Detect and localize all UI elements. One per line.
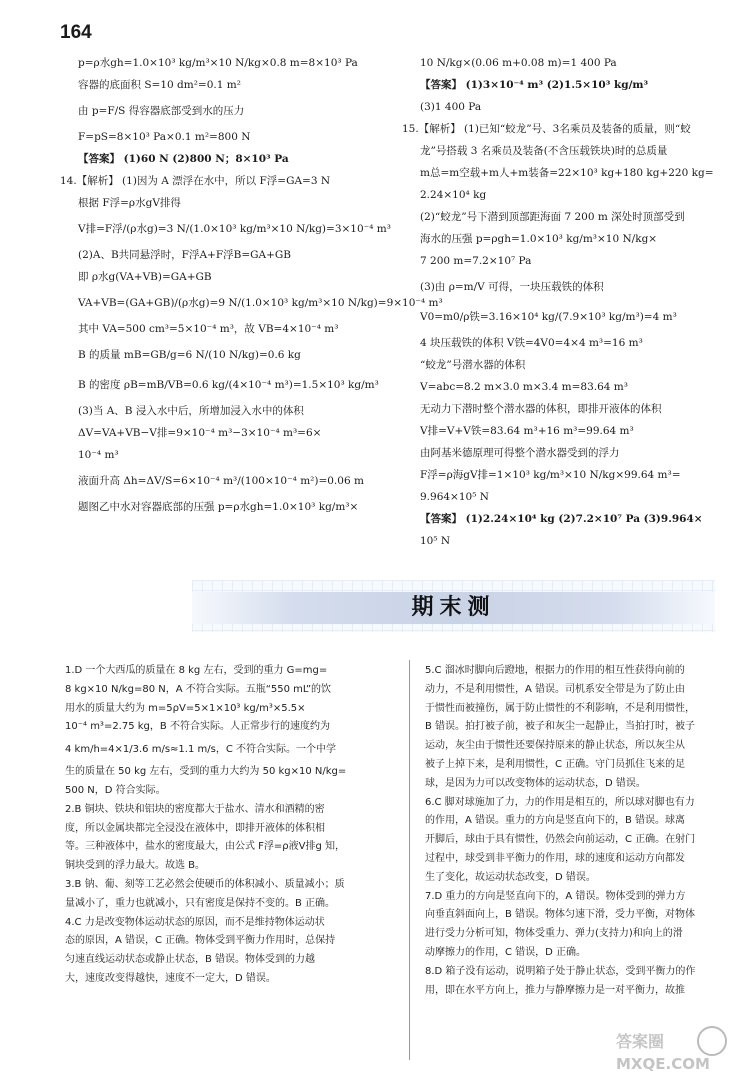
answer-item: 8 kg×10 N/kg=80 N，A 不符合实际。五瓶“550 mL”的饮 (65, 683, 332, 695)
answer-item: 用水的质量大约为 m=5ρV=5×1×10³ kg/m³×5.5× (65, 702, 306, 714)
answer-item: 等。三种液体中，盐水的密度最大，由公式 F浮=ρ液V排g 知， (65, 841, 346, 853)
answer-item: 过程中，球受到非平衡力的作用，球的速度和运动方向都发 (425, 852, 685, 864)
answer-item: 3.B 钠、葡、刻等工艺必然会使硬币的体积减小、质量减小；质 (65, 878, 345, 890)
text-line: 其中 VA=500 cm³=5×10⁻⁴ m³，故 VB=4×10⁻⁴ m³ (78, 323, 339, 335)
text-line: 10 N/kg×(0.06 m+0.08 m)=1 400 Pa (420, 57, 617, 69)
svg-text:MXQE.COM: MXQE.COM (616, 1055, 710, 1073)
answer-item: 1.D 一个大西瓜的质量在 8 kg 左右，受到的重力 G=mg= (65, 665, 328, 676)
text-line: F浮=ρ海gV排=1×10³ kg/m³×10 N/kg×99.64 m³= (420, 469, 681, 481)
formula-line: B 的密度 ρB=mB/VB=0.6 kg/(4×10⁻⁴ m³)=1.5×10³ kg/m³ (78, 379, 379, 391)
answer-item: 4.C 力是改变物体运动状态的原因，而不是维持物体运动状 (65, 916, 325, 928)
text-line: 9.964×10⁵ N (420, 491, 489, 503)
formula-line: VA+VB=(GA+GB)/(ρ水g)=9 N/(1.0×10³ kg/m³×10 N/kg)=9×10⁻⁴ m³ (78, 297, 443, 309)
answer-line: 【答案】 (1)2.24×10⁴ kg (2)7.2×10⁷ Pa (3)9.964× (420, 513, 703, 525)
answer-item: 动力，不是利用惯性，A 错误。司机系安全带是为了防止由 (425, 683, 686, 695)
answer-item: 匀速直线运动状态或静止状态，B 错误。物体受到的力越 (65, 954, 316, 966)
answer-item: 2.B 铜块、铁块和铝块的密度都大于盐水、清水和酒精的密 (65, 803, 325, 815)
right-column (402, 52, 720, 552)
answer-line: 10⁵ N (420, 535, 451, 547)
left-column (60, 52, 443, 518)
text-line: m总=m空载+m人+m装备=22×10³ kg+180 kg+220 kg= (420, 167, 714, 179)
text-line: 2.24×10⁴ kg (420, 189, 487, 201)
bottom-left-column (65, 662, 400, 989)
text-line: 海水的压强 p=ρgh=1.0×10³ kg/m³×10 N/kg× (420, 233, 658, 245)
text-line: 容器的底面积 S=10 dm²=0.1 m² (78, 79, 241, 91)
column-divider (409, 660, 410, 1060)
answer-item: 球，是因为力可以改变物体的运动状态，D 错误。 (425, 777, 646, 789)
answer-item: 500 N，D 符合实际。 (65, 784, 166, 796)
formula-line: 液面升高 Δh=ΔV/S=6×10⁻⁴ m³/(100×10⁻⁴ m²)=0.06 m (78, 475, 364, 487)
answer-item: 度，所以金属块都完全浸没在液体中，即排开液体的体积相 (65, 822, 325, 834)
section-title: 期末测 (411, 595, 496, 620)
text-line: (3)当 A、B 浸入水中后，所增加浸入水中的体积 (78, 405, 304, 417)
answer-line: 【答案】 (1)60 N (2)800 N；8×10³ Pa (78, 153, 289, 165)
text-line: 10⁻⁴ m³ (78, 449, 119, 461)
question-header: 14.【解析】 (1)因为 A 漂浮在水中，所以 F浮=GA=3 N (60, 175, 331, 187)
answer-item: 生的质量在 50 kg 左右，受到的重力大约为 50 kg×10 N/kg= (65, 766, 347, 778)
text-line: (2)“蛟龙”号下潜到顶部距海面 7 200 m 深处时顶部受到 (420, 211, 685, 223)
answer-item: 生了变化，故运动状态改变，D 错误。 (425, 871, 596, 883)
text-line: V=abc=8.2 m×3.0 m×3.4 m=83.64 m³ (420, 381, 628, 393)
answer-item: 被子上掉下来，是利用惯性，C 正确。守门员抓住飞来的足 (425, 758, 686, 770)
answer-item: 量减小了，重力也就减小，只有密度是保持不变的。B 正确。 (65, 897, 336, 909)
answer-item: 进行受力分析可知，物体受重力、弹力(支持力)和向上的滑 (425, 928, 683, 940)
answer-line: (3)1 400 Pa (420, 101, 482, 113)
answer-item: 的作用，A 错误。重力的方向是竖直向下的，B 错误。球离 (425, 815, 686, 827)
text-line: 根据 F浮=ρ水gV排得 (78, 197, 181, 209)
text-line: (2)A、B共同悬浮时，F浮A+F浮B=GA+GB (78, 249, 292, 261)
text-line: 题图乙中水对容器底部的压强 p=ρ水gh=1.0×10³ kg/m³× (78, 501, 359, 513)
answer-item: 用，即在水平方向上，推力与静摩擦力是一对平衡力，故推 (425, 984, 685, 996)
answer-item: 动摩擦力的作用，C 错误，D 正确。 (425, 946, 587, 958)
text-line: (3)由 ρ=m/V 可得，一块压载铁的体积 (420, 281, 604, 293)
text-line: 由 p=F/S 得容器底部受到水的压力 (78, 105, 245, 117)
answer-item: 铜块受到的浮力最大。故选 B。 (65, 860, 206, 872)
formula-line: B 的质量 mB=GB/g=6 N/(10 N/kg)=0.6 kg (78, 349, 301, 361)
text-line: 4 块压载铁的体积 V铁=4V0=4×4 m³=16 m³ (420, 337, 643, 349)
text-line: 由阿基米德原理可得整个潜水器受到的浮力 (420, 447, 620, 459)
answer-item: 4 km/h=4×1/3.6 m/s≈1.1 m/s，C 不符合实际。一个中学 (65, 744, 336, 756)
text-line: 即 ρ水g(VA+VB)=GA+GB (78, 271, 212, 283)
watermark-logo (612, 1023, 732, 1075)
answer-item: 态的原因，A 错误，C 正确。物体受到平衡力作用时，总保持 (65, 935, 336, 947)
answer-item: 运动，灰尘由于惯性还要保持原来的静止状态，所以灰尘从 (425, 740, 685, 752)
answer-item: 5.C 溜冰时脚向后蹬地，根据力的作用的相互性获得向前的 (425, 665, 685, 676)
section-banner (192, 580, 715, 632)
formula-line: V0=m0/ρ铁=3.16×10⁴ kg/(7.9×10³ kg/m³)=4 m³ (420, 311, 677, 323)
text-line: 龙”号搭载 3 名乘员及装备(不含压载铁块)时的总质量 (420, 145, 668, 157)
svg-text:答案圈: 答案圈 (616, 1032, 665, 1051)
answer-item: 10⁻⁴ m³=2.75 kg，B 不符合实际。人正常步行的速度约为 (65, 721, 330, 733)
text-line: ΔV=VA+VB−V排=9×10⁻⁴ m³−3×10⁻⁴ m³=6× (78, 427, 322, 439)
answer-item: 7.D 重力的方向是竖直向下的，A 错误。物体受到的弹力方 (425, 890, 686, 902)
text-line: p=ρ水gh=1.0×10³ kg/m³×10 N/kg×0.8 m=8×10³ Pa (78, 57, 358, 69)
answer-line: 【答案】 (1)3×10⁻⁴ m³ (2)1.5×10³ kg/m³ (420, 79, 649, 91)
text-line: 7 200 m=7.2×10⁷ Pa (420, 255, 532, 267)
answer-item: 6.C 脚对球施加了力，力的作用是相互的，所以球对脚也有力 (425, 796, 695, 808)
question-header: 15.【解析】 (1)已知“蛟龙”号、3名乘员及装备的质量，则“蛟 (402, 123, 691, 135)
answer-item: 于惯性而被撞伤，属于防止惯性的不利影响，不是利用惯性， (425, 702, 695, 714)
text-line: F=pS=8×10³ Pa×0.1 m²=800 N (78, 131, 251, 143)
answer-item: 大，速度改变得越快，速度不一定大，D 错误。 (65, 972, 276, 984)
text-line: 无动力下潜时整个潜水器的体积，即排开液体的体积 (420, 403, 662, 415)
answer-item: 8.D 箱子没有运动，说明箱子处于静止状态，受到平衡力的作 (425, 965, 696, 977)
text-line: “蛟龙”号潜水器的体积 (420, 359, 526, 371)
text-line: V排=V+V铁=83.64 m³+16 m³=99.64 m³ (420, 425, 634, 437)
answer-item: 向垂直斜面向上，B 错误。物体匀速下滑，受力平衡，对物体 (425, 909, 696, 921)
page-number: 164 (60, 22, 92, 43)
answer-item: 开脚后，球由于具有惯性，仍然会向前运动，C 正确。在射门 (425, 834, 696, 846)
formula-line: V排=F浮/(ρ水g)=3 N/(1.0×10³ kg/m³×10 N/kg)=3×10⁻⁴ m³ (78, 223, 391, 235)
answer-item: B 错误。拍打被子前，被子和灰尘一起静止，当拍打时，被子 (425, 721, 696, 733)
bottom-right-column (425, 662, 725, 1000)
